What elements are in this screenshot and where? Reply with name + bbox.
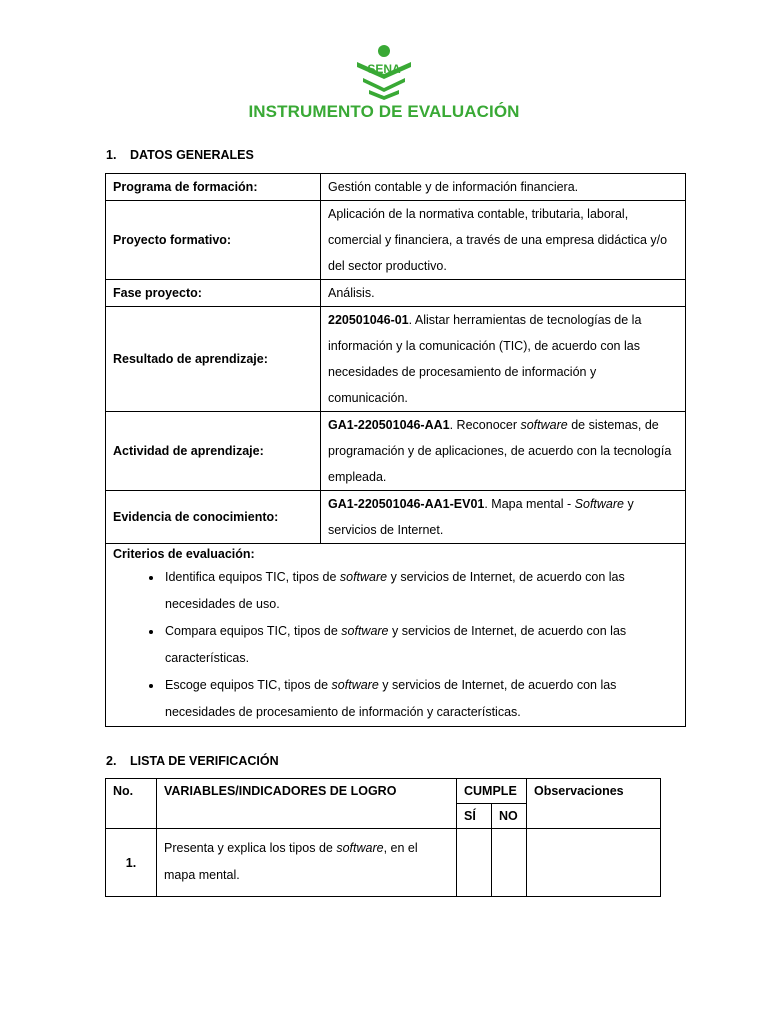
sena-logo: [353, 44, 415, 100]
table-row: [106, 201, 686, 280]
table-row: [106, 412, 686, 491]
checklist-table: [105, 778, 661, 897]
fase-label: Fase proyecto:: [106, 280, 321, 307]
table-row: [106, 307, 686, 412]
header-observaciones: Observaciones: [527, 779, 661, 829]
criterios-list: [113, 564, 678, 726]
resultado-code: 220501046-01: [328, 313, 409, 327]
header-no-col: NO: [492, 804, 527, 829]
header-si: SÍ: [457, 804, 492, 829]
document-title: INSTRUMENTO DE EVALUACIÓN: [248, 102, 520, 121]
row-number: 1.: [106, 829, 157, 897]
section-1-heading: 1. DATOS GENERALES: [106, 148, 254, 162]
actividad-value: GA1-220501046-AA1. Reconocer software de sistemas, de programación y de aplicaciones, de acuerdo con la tecnología empleada.: [321, 412, 686, 491]
actividad-label: Actividad de aprendizaje:: [106, 412, 321, 491]
table-row: [106, 174, 686, 201]
criterios-cell: [106, 544, 686, 727]
programa-value: Gestión contable y de información financiera.: [321, 174, 686, 201]
criterios-label: Criterios de evaluación:: [113, 547, 255, 561]
table-row: [106, 544, 686, 727]
header-cumple: CUMPLE: [457, 779, 527, 804]
resultado-label: Resultado de aprendizaje:: [106, 307, 321, 412]
resultado-value: [321, 307, 686, 412]
header-no: No.: [106, 779, 157, 829]
actividad-code: GA1-220501046-AA1: [328, 418, 450, 432]
resultado-text: . Alistar herramientas de tecnologías de la información y la comunicación (TIC), de acuerdo con las necesidades de procesamiento de información y comunicación.: [328, 313, 642, 405]
proyecto-label: Proyecto formativo:: [106, 201, 321, 280]
table-row: [106, 491, 686, 544]
list-item: • Identifica equipos TIC, tipos de software y servicios de Internet, de acuerdo con las necesidades de uso.: [163, 564, 678, 618]
row-no-cell[interactable]: [492, 829, 527, 897]
evidencia-code: GA1-220501046-AA1-EV01: [328, 497, 485, 511]
list-item: • Escoge equipos TIC, tipos de software y servicios de Internet, de acuerdo con las necesidades de procesamiento de información y características.: [163, 672, 678, 726]
fase-value: Análisis.: [321, 280, 686, 307]
table-row: [106, 829, 661, 897]
evidencia-value: GA1-220501046-AA1-EV01. Mapa mental - Software y servicios de Internet.: [321, 491, 686, 544]
programa-label: Programa de formación:: [106, 174, 321, 201]
row-si-cell[interactable]: [457, 829, 492, 897]
table-row: [106, 280, 686, 307]
header-variables: VARIABLES/INDICADORES DE LOGRO: [157, 779, 457, 829]
section-2-heading: 2. LISTA DE VERIFICACIÓN: [106, 754, 279, 768]
table-header-row: [106, 779, 661, 804]
general-data-table: [105, 173, 686, 727]
list-item: • Compara equipos TIC, tipos de software y servicios de Internet, de acuerdo con las características.: [163, 618, 678, 672]
proyecto-value: Aplicación de la normativa contable, tributaria, laboral, comercial y financiera, a través de una empresa didáctica y/o del sector productivo.: [321, 201, 686, 280]
evidencia-label: Evidencia de conocimiento:: [106, 491, 321, 544]
row-observaciones-cell[interactable]: [527, 829, 661, 897]
row-indicator: Presenta y explica los tipos de software, en el mapa mental.: [157, 829, 457, 897]
logo-text: SENA: [367, 62, 401, 76]
